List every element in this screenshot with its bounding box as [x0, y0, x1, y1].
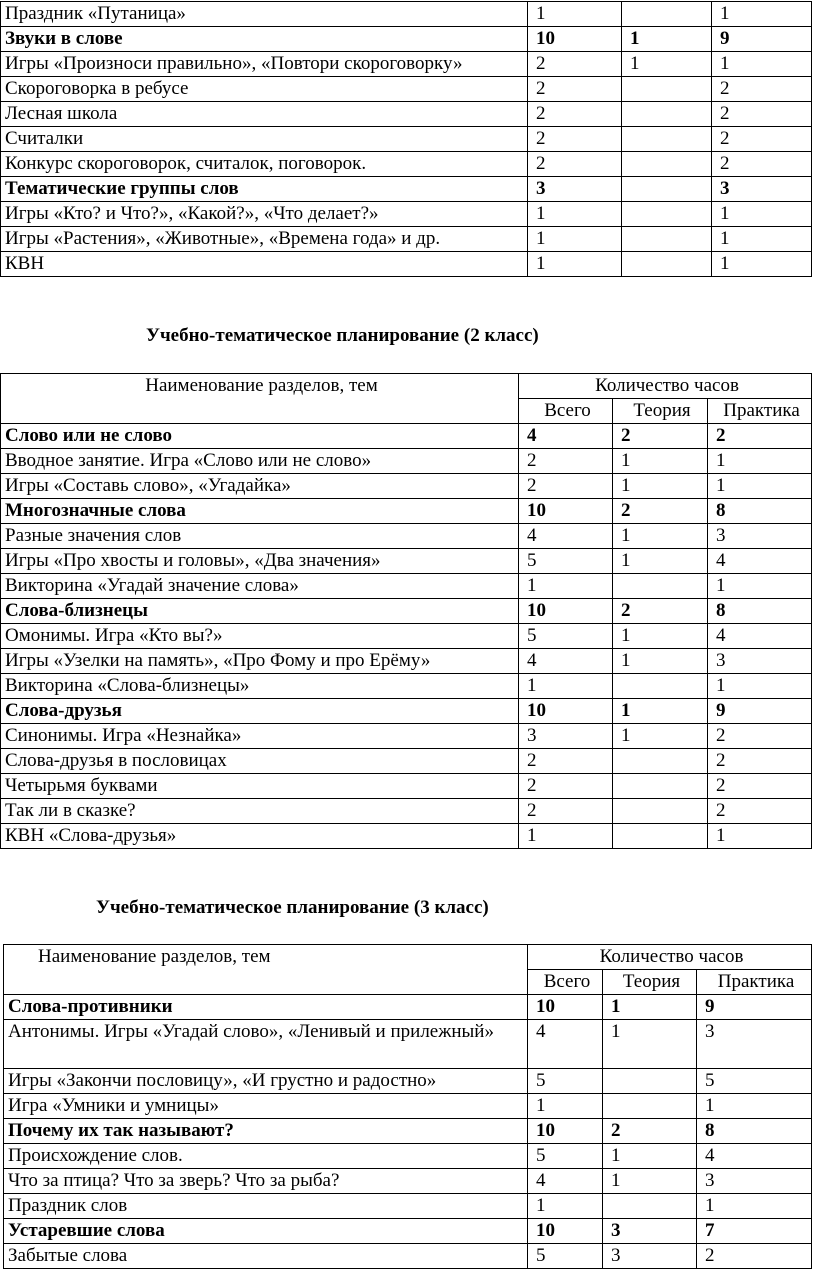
cell-total: 5	[519, 549, 613, 574]
table-row	[1, 102, 812, 127]
cell-theory: 1	[603, 1020, 697, 1069]
cell-total: 1	[519, 674, 613, 699]
cell-practice: 1	[712, 252, 812, 277]
cell-topic: Скороговорка в ребусе	[1, 77, 528, 102]
table-row	[4, 1119, 812, 1144]
cell-topic: Тематические группы слов	[1, 177, 528, 202]
cell-practice: 2	[712, 77, 812, 102]
table-row	[1, 549, 812, 574]
cell-total: 1	[528, 202, 622, 227]
cell-total: 2	[528, 127, 622, 152]
cell-practice: 2	[712, 102, 812, 127]
cell-total: 2	[528, 77, 622, 102]
cell-topic: Почему их так называют?	[4, 1119, 528, 1144]
cell-practice: 3	[708, 649, 812, 674]
cell-practice: 4	[708, 549, 812, 574]
cell-theory: 1	[613, 549, 708, 574]
cell-total: 10	[528, 1219, 603, 1244]
table-row	[1, 774, 812, 799]
cell-theory	[603, 1194, 697, 1219]
cell-practice: 2	[708, 749, 812, 774]
cell-total: 3	[528, 177, 622, 202]
cell-topic: Слова-друзья	[1, 699, 519, 724]
cell-theory: 1	[603, 995, 697, 1020]
cell-theory	[622, 2, 712, 27]
table-row	[1, 27, 812, 52]
cell-total: 1	[528, 1094, 603, 1119]
cell-topic: Игры «Узелки на память», «Про Фому и про Ерёму»	[1, 649, 519, 674]
column-header-name: Наименование разделов, тем	[1, 374, 519, 424]
cell-practice: 1	[708, 474, 812, 499]
cell-total: 5	[519, 624, 613, 649]
cell-theory: 2	[603, 1119, 697, 1144]
table-row	[4, 1144, 812, 1169]
cell-total: 1	[528, 227, 622, 252]
cell-total: 2	[528, 102, 622, 127]
cell-topic: Звуки в слове	[1, 27, 528, 52]
cell-total: 10	[528, 1119, 603, 1144]
cell-topic: Так ли в сказке?	[1, 799, 519, 824]
cell-theory: 1	[613, 699, 708, 724]
cell-practice: 2	[708, 424, 812, 449]
cell-total: 10	[528, 995, 603, 1020]
cell-practice: 2	[712, 152, 812, 177]
cell-theory	[622, 252, 712, 277]
table-row	[1, 674, 812, 699]
cell-theory: 1	[613, 524, 708, 549]
cell-topic: КВН «Слова-друзья»	[1, 824, 519, 849]
cell-total: 2	[528, 152, 622, 177]
cell-theory	[622, 227, 712, 252]
cell-practice: 4	[697, 1144, 812, 1169]
column-header-name: Наименование разделов, тем	[4, 945, 528, 995]
cell-total: 1	[528, 252, 622, 277]
table-row	[1, 649, 812, 674]
table-row	[4, 1094, 812, 1119]
cell-practice: 8	[708, 599, 812, 624]
table-row	[1, 699, 812, 724]
column-header-hours: Количество часов	[519, 374, 812, 399]
cell-topic: Конкурс скороговорок, считалок, поговорок.	[1, 152, 528, 177]
cell-practice: 9	[708, 699, 812, 724]
cell-practice: 2	[708, 774, 812, 799]
table-row	[1, 202, 812, 227]
table-row	[1, 749, 812, 774]
cell-topic: Игры «Составь слово», «Угадайка»	[1, 474, 519, 499]
cell-theory: 1	[613, 474, 708, 499]
cell-practice: 2	[708, 799, 812, 824]
table-row	[1, 799, 812, 824]
cell-topic: Слово или не слово	[1, 424, 519, 449]
cell-topic: Что за птица? Что за зверь? Что за рыба?	[4, 1169, 528, 1194]
cell-theory	[622, 127, 712, 152]
cell-theory: 1	[613, 724, 708, 749]
cell-theory: 2	[613, 499, 708, 524]
section-title-grade-3: Учебно-тематическое планирование (3 класс)	[96, 897, 489, 918]
cell-theory	[603, 1069, 697, 1094]
cell-practice: 1	[712, 227, 812, 252]
cell-topic: Игры «Растения», «Животные», «Времена года» и др.	[1, 227, 528, 252]
cell-practice: 7	[697, 1219, 812, 1244]
cell-theory: 1	[613, 624, 708, 649]
cell-total: 10	[528, 27, 622, 52]
table-row	[1, 499, 812, 524]
cell-topic: Омонимы. Игра «Кто вы?»	[1, 624, 519, 649]
cell-theory	[603, 1094, 697, 1119]
cell-practice: 1	[708, 674, 812, 699]
cell-topic: Игра «Умники и умницы»	[4, 1094, 528, 1119]
table-grade-3	[3, 944, 812, 1269]
cell-total: 2	[519, 799, 613, 824]
cell-practice: 3	[712, 177, 812, 202]
table-row	[4, 1020, 812, 1069]
cell-practice: 2	[712, 127, 812, 152]
cell-theory	[622, 202, 712, 227]
cell-total: 1	[528, 2, 622, 27]
cell-practice: 1	[712, 52, 812, 77]
cell-practice: 3	[697, 1020, 812, 1069]
cell-total: 2	[519, 774, 613, 799]
cell-total: 2	[519, 449, 613, 474]
cell-theory: 3	[603, 1219, 697, 1244]
cell-practice: 1	[708, 574, 812, 599]
cell-topic: Антонимы. Игры «Угадай слово», «Ленивый и прилежный»	[4, 1020, 528, 1069]
cell-topic: Игры «Про хвосты и головы», «Два значения»	[1, 549, 519, 574]
column-header-theory: Теория	[603, 970, 697, 995]
cell-total: 5	[528, 1069, 603, 1094]
cell-practice: 3	[697, 1169, 812, 1194]
table-row	[1, 574, 812, 599]
table-row	[1, 77, 812, 102]
column-header-total: Всего	[528, 970, 603, 995]
cell-practice: 4	[708, 624, 812, 649]
cell-topic: Слова-противники	[4, 995, 528, 1020]
cell-theory	[613, 749, 708, 774]
section-title-grade-2: Учебно-тематическое планирование (2 класс)	[146, 325, 539, 346]
cell-topic: Праздник слов	[4, 1194, 528, 1219]
cell-total: 5	[528, 1244, 603, 1269]
table-row	[1, 724, 812, 749]
cell-total: 3	[519, 724, 613, 749]
cell-total: 4	[528, 1169, 603, 1194]
column-header-practice: Практика	[697, 970, 812, 995]
cell-topic: КВН	[1, 252, 528, 277]
table-continuation	[0, 1, 812, 277]
cell-theory: 1	[603, 1144, 697, 1169]
table-row	[1, 624, 812, 649]
cell-topic: Четырьмя буквами	[1, 774, 519, 799]
cell-practice: 3	[708, 524, 812, 549]
cell-theory: 1	[603, 1169, 697, 1194]
column-header-hours: Количество часов	[528, 945, 812, 970]
table-row	[1, 252, 812, 277]
cell-topic: Устаревшие слова	[4, 1219, 528, 1244]
cell-theory	[613, 824, 708, 849]
table-row	[4, 995, 812, 1020]
cell-practice: 1	[697, 1194, 812, 1219]
cell-topic: Слова-близнецы	[1, 599, 519, 624]
column-header-total: Всего	[519, 399, 613, 424]
cell-topic: Викторина «Угадай значение слова»	[1, 574, 519, 599]
cell-total: 10	[519, 499, 613, 524]
cell-topic: Считалки	[1, 127, 528, 152]
cell-practice: 9	[712, 27, 812, 52]
cell-total: 2	[519, 749, 613, 774]
cell-theory: 1	[613, 649, 708, 674]
cell-topic: Слова-друзья в пословицах	[1, 749, 519, 774]
cell-topic: Игры «Кто? и Что?», «Какой?», «Что делает?»	[1, 202, 528, 227]
cell-topic: Синонимы. Игра «Незнайка»	[1, 724, 519, 749]
cell-practice: 1	[708, 449, 812, 474]
table-row	[1, 227, 812, 252]
table-row	[1, 524, 812, 549]
cell-theory: 1	[622, 27, 712, 52]
cell-total: 2	[528, 52, 622, 77]
table-row	[1, 474, 812, 499]
table-row	[4, 1244, 812, 1269]
cell-total: 1	[519, 824, 613, 849]
table-row	[1, 449, 812, 474]
cell-topic: Вводное занятие. Игра «Слово или не слово»	[1, 449, 519, 474]
cell-total: 4	[519, 424, 613, 449]
table-row	[1, 127, 812, 152]
cell-theory: 2	[613, 424, 708, 449]
table-row	[1, 824, 812, 849]
cell-practice: 2	[708, 724, 812, 749]
cell-total: 4	[528, 1020, 603, 1069]
cell-total: 4	[519, 649, 613, 674]
cell-theory	[622, 102, 712, 127]
cell-practice: 1	[712, 2, 812, 27]
cell-theory: 2	[613, 599, 708, 624]
cell-total: 1	[519, 574, 613, 599]
cell-topic: Игры «Закончи пословицу», «И грустно и радостно»	[4, 1069, 528, 1094]
cell-topic: Многозначные слова	[1, 499, 519, 524]
cell-topic: Викторина «Слова-близнецы»	[1, 674, 519, 699]
cell-total: 10	[519, 599, 613, 624]
column-header-theory: Теория	[613, 399, 708, 424]
cell-theory: 1	[613, 449, 708, 474]
cell-practice: 2	[697, 1244, 812, 1269]
cell-theory: 3	[603, 1244, 697, 1269]
cell-theory	[613, 674, 708, 699]
cell-theory	[622, 177, 712, 202]
cell-theory	[613, 774, 708, 799]
table-row	[4, 1194, 812, 1219]
cell-practice: 1	[708, 824, 812, 849]
cell-theory	[622, 152, 712, 177]
cell-total: 2	[519, 474, 613, 499]
table-grade-2	[0, 373, 812, 849]
cell-total: 4	[519, 524, 613, 549]
cell-topic: Разные значения слов	[1, 524, 519, 549]
cell-total: 1	[528, 1194, 603, 1219]
cell-theory: 1	[622, 52, 712, 77]
column-header-practice: Практика	[708, 399, 812, 424]
cell-theory	[613, 799, 708, 824]
cell-total: 5	[528, 1144, 603, 1169]
table-row	[1, 599, 812, 624]
cell-practice: 5	[697, 1069, 812, 1094]
cell-topic: Игры «Произноси правильно», «Повтори скороговорку»	[1, 52, 528, 77]
table-row	[1, 177, 812, 202]
cell-practice: 9	[697, 995, 812, 1020]
table-row	[4, 1169, 812, 1194]
table-row	[1, 52, 812, 77]
cell-practice: 1	[697, 1094, 812, 1119]
cell-topic: Забытые слова	[4, 1244, 528, 1269]
cell-topic: Праздник «Путаница»	[1, 2, 528, 27]
cell-topic: Происхождение слов.	[4, 1144, 528, 1169]
table-row	[1, 152, 812, 177]
cell-topic: Лесная школа	[1, 102, 528, 127]
cell-theory	[622, 77, 712, 102]
table-row	[4, 1069, 812, 1094]
cell-theory	[613, 574, 708, 599]
cell-practice: 8	[708, 499, 812, 524]
cell-practice: 8	[697, 1119, 812, 1144]
table-row	[4, 1219, 812, 1244]
table-row	[1, 2, 812, 27]
cell-total: 10	[519, 699, 613, 724]
table-row	[1, 424, 812, 449]
cell-practice: 1	[712, 202, 812, 227]
